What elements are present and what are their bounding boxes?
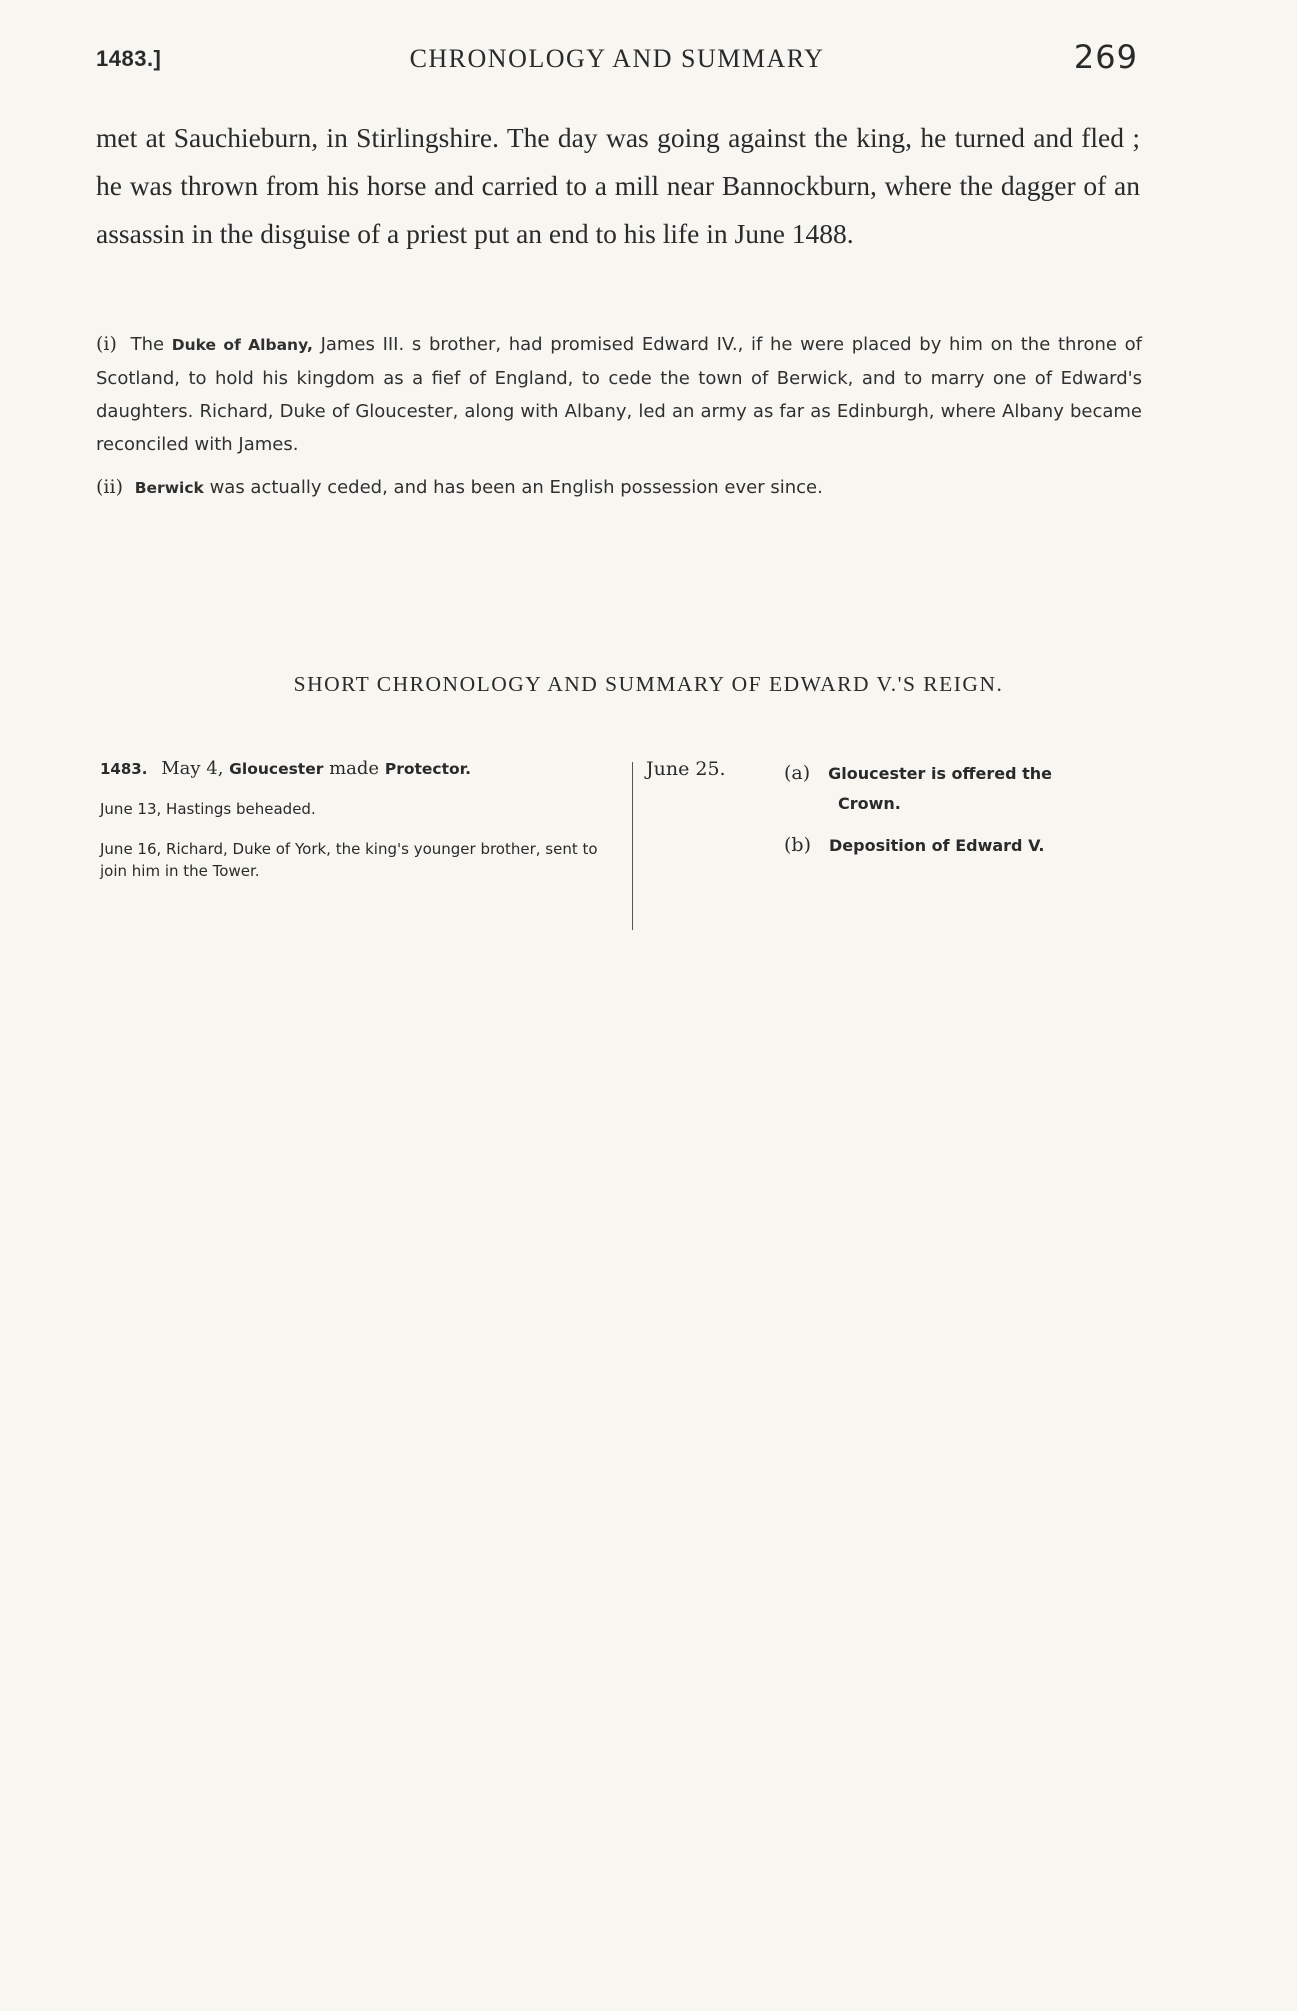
column-divider <box>632 762 633 930</box>
note-1 <box>96 328 1142 461</box>
entry-may-4-date: May 4, <box>161 758 224 779</box>
header-title: CHRONOLOGY AND SUMMARY <box>409 44 825 73</box>
entry-may-4-bold: Gloucester <box>229 760 324 778</box>
entry-may-4 <box>100 758 618 780</box>
entry-may-4-mid: made <box>329 758 380 779</box>
summary-title: SHORT CHRONOLOGY AND SUMMARY OF EDWARD V.'S REIGN. <box>293 672 1004 696</box>
entry-may-4-bold2: Protector. <box>384 760 471 778</box>
note-1-bold: Duke of Albany, <box>171 336 313 354</box>
entry-a-text: Gloucester is offered the <box>828 764 1053 783</box>
entry-a-continuation: Crown. <box>838 794 901 813</box>
note-2 <box>96 471 1142 505</box>
page-number: 269 <box>1073 38 1138 76</box>
header-year: 1483.] <box>96 46 162 71</box>
note-1-lead: The <box>130 334 165 355</box>
entry-june-25-a <box>784 758 1144 819</box>
note-2-text: was actually ceded, and has been an English possession ever since. <box>209 477 823 498</box>
entry-b-text: Deposition of Edward V. <box>829 836 1045 855</box>
note-1-number: (i) <box>96 333 117 355</box>
entry-year: 1483. <box>100 760 148 778</box>
entry-a-letter: (a) <box>784 762 811 784</box>
entry-june-25-date: June 25. <box>646 758 726 780</box>
entry-b-letter: (b) <box>784 834 811 856</box>
entry-june-16: June 16, Richard, Duke of York, the king's younger brother, sent to join him in the Tower. <box>100 840 598 880</box>
entry-june-13: June 13, Hastings beheaded. <box>100 800 316 818</box>
footnotes <box>96 328 1142 515</box>
note-1-text: James III. s brother, had promised Edward IV., if he were placed by him on the throne of Scotland, to hold his kingdom as a fief of England, to cede the town of Berwick, and to marry one of Edward's daughters. Richard, Duke of Gloucester, along with Albany, led an army as far as Edinburgh, where Albany became reconciled with James. <box>96 334 1142 455</box>
note-2-number: (ii) <box>96 476 123 498</box>
running-header <box>96 38 1138 78</box>
note-2-bold: Berwick <box>134 479 204 497</box>
summary-left-column <box>100 758 618 900</box>
body-paragraph: met at Sauchieburn, in Stirlingshire. The day was going against the king, he turned and fled ; he was thrown from his horse and carried to a mill near Bannockburn, where the dagger of an assassin in the disguise of a priest put an end to his life in June 1488. <box>96 122 1140 249</box>
entry-june-25-b <box>784 830 1144 861</box>
